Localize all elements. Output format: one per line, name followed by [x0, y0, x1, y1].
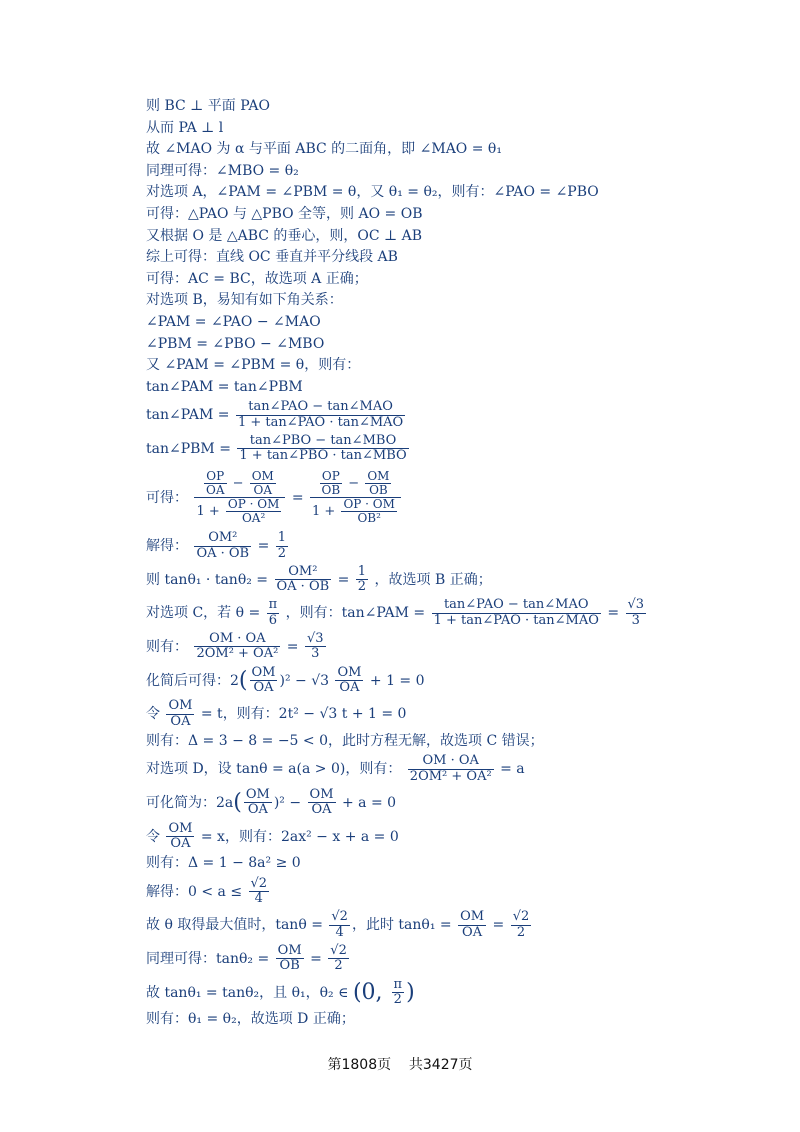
operator: = — [488, 917, 509, 934]
formula-text: tan∠PAM = — [146, 407, 234, 424]
text-line: 同理可得：∠MBO = θ₂ — [146, 162, 299, 179]
operator: 1 + — [312, 504, 340, 520]
formula-line — [146, 529, 766, 563]
denominator: OA — [462, 924, 483, 940]
denominator: 1 + tan∠PAO · tan∠MAO — [433, 612, 599, 628]
formula-line — [146, 976, 766, 1010]
formula-text: 化简后可得：2 — [146, 672, 239, 689]
formula-text: 则 tanθ₁ · tanθ₂ = — [146, 571, 273, 588]
fraction — [275, 565, 332, 595]
formula-text: 令 — [146, 828, 165, 845]
fraction — [329, 910, 350, 940]
denominator: OB — [369, 482, 388, 497]
operator: = — [607, 605, 624, 622]
denominator: OA — [206, 482, 225, 497]
formula-line — [146, 398, 766, 432]
page-footer: 第1808页 共3427页 — [327, 1057, 473, 1073]
formula-line — [146, 563, 766, 597]
numerator: tan∠PAO − tan∠MAO — [236, 400, 405, 415]
numerator: OM — [251, 664, 276, 680]
numerator — [194, 470, 285, 498]
denominator: OA — [253, 482, 272, 497]
fraction — [249, 877, 270, 907]
numerator: OM — [168, 698, 193, 714]
denominator: 2 — [516, 924, 526, 940]
denominator — [310, 498, 401, 525]
operator: 1 + — [196, 504, 224, 520]
fraction — [320, 470, 343, 497]
denominator: 6 — [268, 612, 278, 628]
text-line: 可得：△PAO 与 △PBO 全等，则 AO = OB — [146, 205, 423, 222]
fraction — [250, 666, 278, 696]
paren: (0, — [352, 979, 390, 1005]
fraction — [356, 565, 368, 595]
formula-text: ，则有：2ax² − x + a = 0 — [224, 828, 399, 845]
formula-text: 则有： — [146, 638, 188, 655]
denominator: 2 — [277, 545, 287, 561]
formula-line — [146, 466, 766, 530]
denominator: OA — [339, 679, 360, 695]
formula-line — [146, 786, 766, 820]
numerator: OM · OA — [408, 754, 494, 769]
formula-line — [146, 820, 766, 854]
formula-line — [146, 630, 766, 664]
denominator: 3 — [631, 612, 640, 628]
numerator: √2 — [250, 875, 268, 891]
operator: = — [305, 950, 327, 967]
fraction — [341, 498, 396, 525]
formula-text: 同理可得：tanθ₂ = — [146, 950, 274, 967]
fraction — [276, 531, 288, 561]
denominator: 4 — [335, 924, 344, 940]
denominator: 2 — [334, 958, 343, 974]
paren: ( — [233, 790, 242, 816]
fraction — [166, 822, 194, 852]
numerator: tan∠PBO − tan∠MBO — [237, 434, 408, 449]
operator: )² − √3 — [279, 672, 334, 689]
denominator: OA — [170, 835, 191, 851]
numerator: OM — [277, 942, 302, 958]
operator: )² − — [273, 794, 306, 811]
denominator: 2OM² + OA² — [196, 646, 279, 662]
fraction — [626, 598, 647, 628]
formula-text: ，此时 tanθ₁ = — [351, 917, 457, 934]
text-line: 对选项 A，∠PAM = ∠PBM = θ，又 θ₁ = θ₂，则有：∠PAO = ∠PBO — [146, 184, 599, 201]
fraction — [432, 598, 601, 628]
text-line: 从而 PA ⊥ l — [146, 119, 224, 136]
numerator: OM — [309, 787, 334, 802]
fraction — [310, 470, 401, 526]
operator: = — [257, 538, 274, 555]
text-line: 又 ∠PAM = ∠PBM = θ，则有： — [146, 357, 361, 374]
formula-line — [146, 432, 766, 466]
numerator: 1 — [357, 563, 367, 579]
solution-text — [146, 96, 766, 1031]
fraction — [194, 531, 251, 561]
fraction — [408, 754, 494, 784]
numerator — [310, 470, 401, 498]
fraction — [308, 788, 336, 818]
numerator: OM — [251, 468, 274, 483]
text-line: 故 ∠MAO 为 α 与平面 ABC 的二面角，即 ∠MAO = θ₁ — [146, 141, 502, 158]
operator: = x — [196, 828, 225, 845]
text-line: tan∠PAM = tan∠PBM — [146, 378, 303, 395]
text-line: 又根据 O 是 △ABC 的垂心，则，OC ⊥ AB — [146, 227, 423, 244]
denominator: 4 — [254, 891, 263, 907]
denominator: OA — [170, 713, 191, 729]
formula-text: tan∠PBM = — [146, 440, 236, 457]
fraction — [458, 910, 486, 940]
formula-line — [146, 875, 766, 909]
numerator: 1 — [277, 530, 287, 546]
fraction — [250, 470, 276, 497]
numerator: √3 — [306, 631, 324, 647]
denominator: OA — [247, 802, 268, 818]
paren: ( — [238, 667, 248, 693]
numerator: OP — [204, 470, 227, 484]
formula-line — [146, 697, 766, 731]
denominator: OB — [279, 958, 300, 974]
denominator: OA² — [241, 511, 266, 526]
formula-line — [146, 596, 766, 630]
operator: = — [337, 571, 354, 588]
text-line: 则有：Δ = 1 − 8a² ≥ 0 — [146, 855, 301, 872]
fraction — [166, 699, 194, 729]
operator: + a = 0 — [337, 794, 397, 811]
denominator: 1 + tan∠PBO · tan∠MBO — [239, 448, 407, 464]
denominator: 2 — [393, 991, 402, 1007]
fraction — [365, 470, 391, 497]
fraction — [328, 944, 349, 974]
denominator: OA · OB — [276, 579, 330, 595]
denominator: OB² — [357, 511, 381, 526]
fraction — [204, 470, 227, 497]
numerator: OM² — [194, 531, 251, 546]
formula-text: 故 θ 取得最大值时，tanθ = — [146, 917, 328, 934]
fraction — [511, 910, 532, 940]
numerator: OP · OM — [227, 496, 280, 511]
formula-line — [146, 942, 766, 976]
denominator: OB — [321, 482, 341, 497]
fraction — [392, 978, 405, 1008]
text-line: ∠PBM = ∠PBO − ∠MBO — [146, 335, 325, 352]
operator: = — [286, 638, 303, 655]
numerator: OM · OA — [194, 632, 280, 647]
formula-text: 令 — [146, 706, 165, 723]
numerator: OM² — [275, 565, 332, 580]
denominator: OA — [253, 679, 274, 695]
formula-text: 解得：0 < a ≤ — [146, 883, 247, 900]
numerator: OM — [460, 909, 485, 925]
denominator: 2 — [357, 579, 367, 595]
fraction — [244, 788, 272, 818]
text-line: 则有：θ₁ = θ₂，故选项 D 正确； — [146, 1011, 355, 1028]
numerator: π — [268, 597, 278, 613]
fraction — [236, 400, 405, 430]
formula-text: 故 tanθ₁ = tanθ₂，且 θ₁，θ₂ ∈ — [146, 984, 353, 1001]
operator: = — [291, 489, 309, 506]
formula-text: 可化简为：2a — [146, 794, 234, 811]
numerator: OM — [367, 468, 390, 483]
operator: = t — [196, 706, 223, 723]
numerator: √3 — [627, 597, 645, 613]
denominator: 2OM² + OA² — [409, 768, 492, 784]
formula-text: 对选项 D，设 tanθ = a(a > 0)，则有： — [146, 761, 402, 778]
formula-text: 可得： — [146, 489, 188, 506]
text-line: 则有：Δ = 3 − 8 = −5 < 0，此时方程无解，故选项 C 错误； — [146, 732, 544, 749]
numerator: OP · OM — [343, 496, 395, 511]
denominator — [194, 498, 285, 525]
formula-line — [146, 908, 766, 942]
numerator: π — [393, 976, 403, 992]
operator: = a — [495, 761, 525, 778]
fraction — [237, 434, 408, 464]
numerator: OM — [245, 787, 270, 802]
fraction — [267, 598, 280, 628]
numerator: tan∠PAO − tan∠MAO — [432, 598, 601, 613]
operator: − — [228, 475, 248, 491]
fraction — [335, 666, 363, 696]
fraction — [226, 498, 281, 525]
numerator: √2 — [331, 909, 348, 925]
denominator: OA — [311, 802, 332, 818]
fraction — [305, 632, 326, 662]
operator: + 1 = 0 — [365, 672, 425, 689]
numerator: √2 — [330, 942, 347, 958]
denominator: 3 — [311, 646, 320, 662]
fraction — [276, 944, 304, 974]
denominator: OA · OB — [196, 545, 250, 561]
numerator: √2 — [512, 909, 530, 925]
numerator: OP — [320, 470, 343, 484]
text-line: 对选项 B，易知有如下角关系： — [146, 292, 343, 309]
text-line: 综上可得：直线 OC 垂直并平分线段 AB — [146, 249, 398, 266]
formula-text: 解得： — [146, 538, 188, 555]
numerator: OM — [337, 664, 362, 680]
text-line: ∠PAM = ∠PAO − ∠MAO — [146, 313, 321, 330]
fraction — [194, 632, 280, 662]
formula-line — [146, 664, 766, 698]
formula-text: ，则有：tan∠PAM = — [285, 605, 430, 622]
denominator: 1 + tan∠PAO · tan∠MAO — [237, 414, 404, 430]
formula-text: ，故选项 B 正确； — [374, 571, 492, 588]
operator: − — [344, 475, 364, 491]
formula-line — [146, 752, 766, 786]
numerator: OM — [168, 820, 193, 836]
text-line: 可得：AC = BC，故选项 A 正确； — [146, 270, 368, 287]
text-line: 则 BC ⊥ 平面 PAO — [146, 98, 270, 114]
formula-text: ，则有：2t² − √3 t + 1 = 0 — [222, 706, 407, 723]
formula-text: 对选项 C，若 θ = — [146, 605, 265, 622]
paren: ) — [406, 979, 415, 1005]
fraction — [194, 470, 285, 526]
